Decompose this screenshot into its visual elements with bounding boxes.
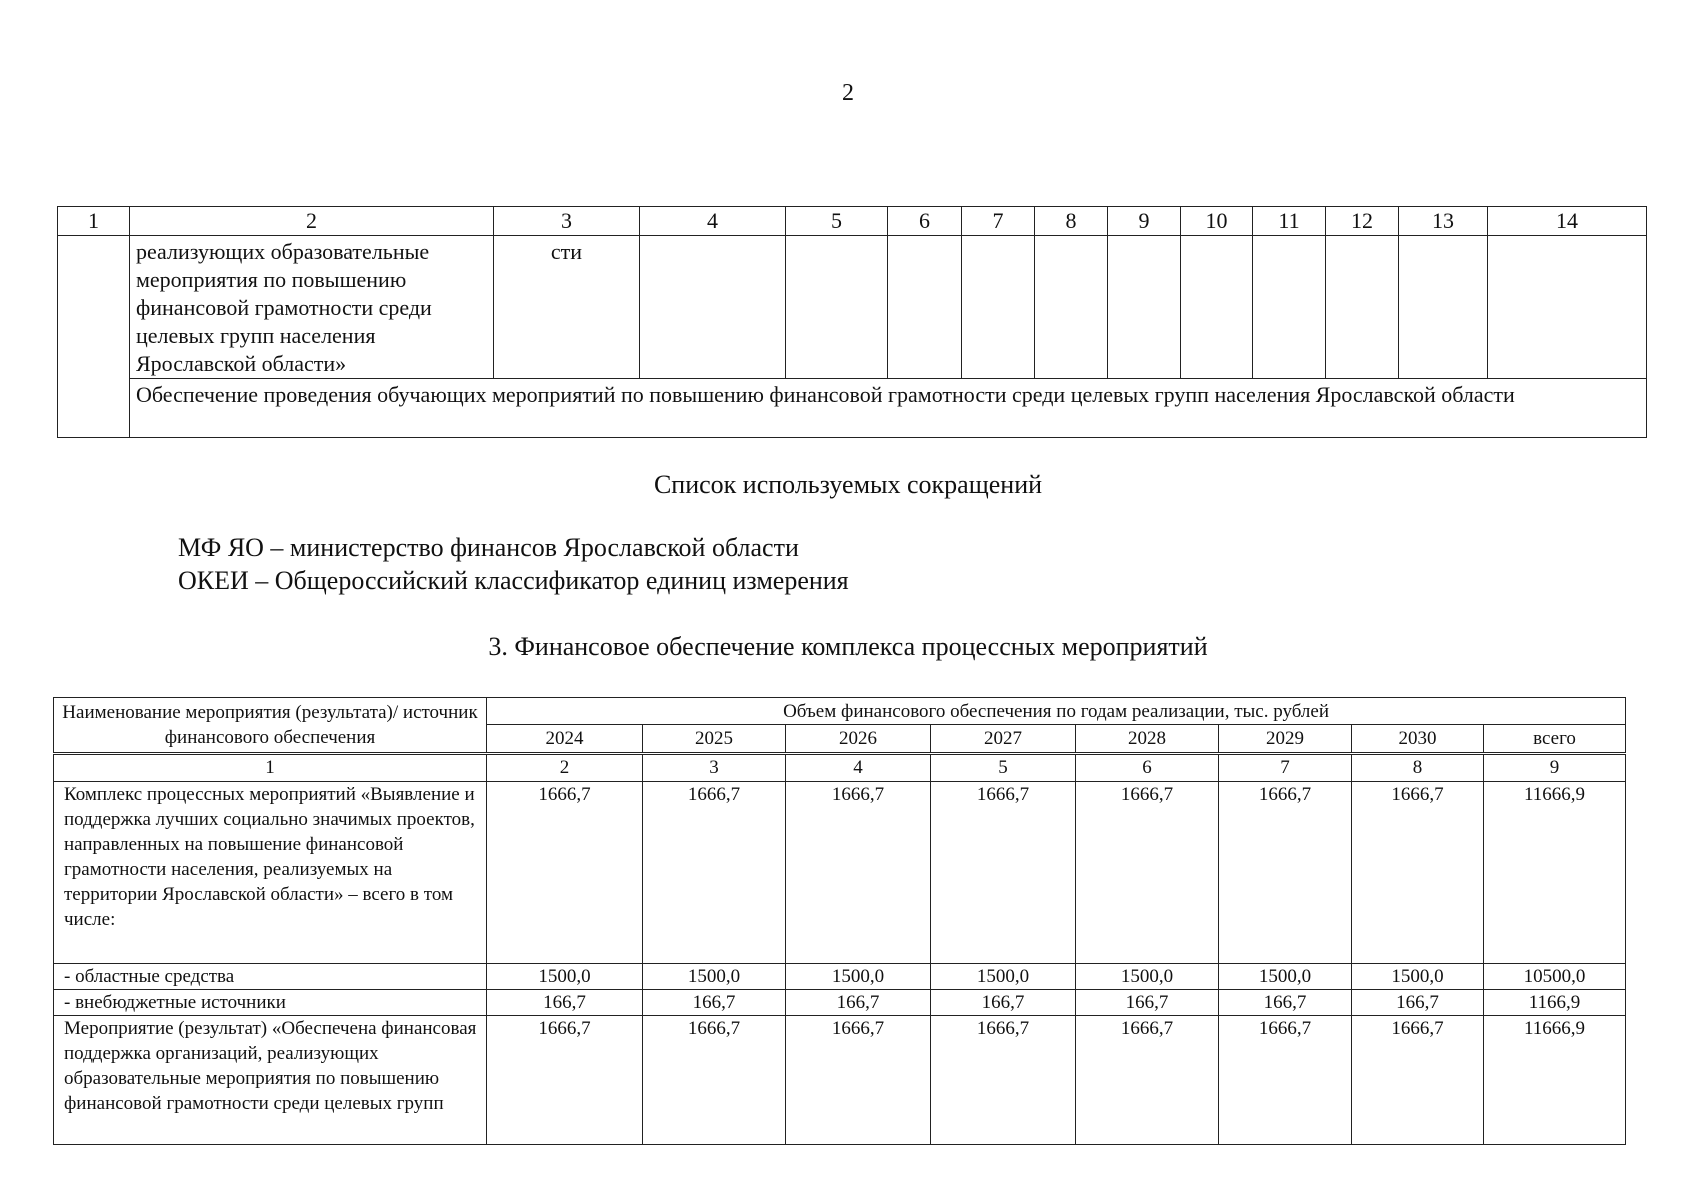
row-name: - внебюджетные источники bbox=[54, 990, 487, 1016]
year-header: всего bbox=[1484, 725, 1626, 754]
column-number: 1 bbox=[54, 754, 487, 782]
table-row bbox=[54, 1016, 1626, 1145]
value-cell: 166,7 bbox=[931, 990, 1076, 1016]
continuation-table bbox=[57, 206, 1647, 438]
column-number: 11 bbox=[1253, 207, 1326, 236]
value-cell: 166,7 bbox=[643, 990, 786, 1016]
row-text: реализующих образовательные мероприятия по повышению финансовой грамотности среди целевых групп населения Ярославской области» bbox=[130, 236, 494, 379]
value-cell: 11666,9 bbox=[1484, 1016, 1626, 1145]
value-cell: 1666,7 bbox=[643, 782, 786, 964]
column-number: 9 bbox=[1108, 207, 1181, 236]
table-cell bbox=[1326, 236, 1399, 379]
value-cell: 1500,0 bbox=[1219, 964, 1352, 990]
financing-table bbox=[53, 697, 1626, 1145]
year-header: 2026 bbox=[786, 725, 931, 754]
page-number: 2 bbox=[842, 80, 854, 106]
column-number: 12 bbox=[1326, 207, 1399, 236]
table-header-row bbox=[58, 207, 1647, 236]
value-cell: 1666,7 bbox=[1352, 1016, 1484, 1145]
value-cell: 1500,0 bbox=[931, 964, 1076, 990]
value-cell: 166,7 bbox=[1076, 990, 1219, 1016]
table-row bbox=[54, 782, 1626, 964]
table-cell bbox=[786, 236, 888, 379]
year-header: 2028 bbox=[1076, 725, 1219, 754]
table-cell bbox=[1399, 236, 1488, 379]
table-row bbox=[54, 990, 1626, 1016]
column-number: 5 bbox=[786, 207, 888, 236]
column-number: 1 bbox=[58, 207, 130, 236]
value-cell: 1500,0 bbox=[487, 964, 643, 990]
section-title: 3. Финансовое обеспечение комплекса процессных мероприятий bbox=[488, 632, 1208, 661]
abbreviations-title: Список используемых сокращений bbox=[653, 470, 1043, 499]
value-cell: 1666,7 bbox=[487, 1016, 643, 1145]
column-number: 7 bbox=[1219, 754, 1352, 782]
table-cell bbox=[1035, 236, 1108, 379]
value-cell: 1666,7 bbox=[1352, 782, 1484, 964]
column-number: 7 bbox=[962, 207, 1035, 236]
value-cell: 1666,7 bbox=[643, 1016, 786, 1145]
table-cell bbox=[962, 236, 1035, 379]
table-row bbox=[58, 379, 1647, 438]
table-cell bbox=[888, 236, 962, 379]
column-number: 10 bbox=[1181, 207, 1253, 236]
table-row bbox=[58, 236, 1647, 379]
value-cell: 166,7 bbox=[1219, 990, 1352, 1016]
table-header-row bbox=[54, 698, 1626, 725]
table-row bbox=[54, 964, 1626, 990]
column-number: 4 bbox=[786, 754, 931, 782]
column-number: 5 bbox=[931, 754, 1076, 782]
year-header: 2030 bbox=[1352, 725, 1484, 754]
value-cell: 1666,7 bbox=[487, 782, 643, 964]
table-cell bbox=[1181, 236, 1253, 379]
value-cell: 1500,0 bbox=[786, 964, 931, 990]
row-name: - областные средства bbox=[54, 964, 487, 990]
row-name: Комплекс процессных мероприятий «Выявление и поддержка лучших социально значимых проектов, направленных на повышение финансовой грамотности населения, реализуемых на территории Ярославской области» – всего в том числе: bbox=[54, 782, 487, 964]
value-cell: 1666,7 bbox=[786, 1016, 931, 1145]
merged-row-text: Обеспечение проведения обучающих мероприятий по повышению финансовой грамотности среди целевых групп населения Ярославской области bbox=[130, 379, 1647, 438]
year-header: 2025 bbox=[643, 725, 786, 754]
table-index-row bbox=[54, 754, 1626, 782]
value-cell: 1666,7 bbox=[931, 782, 1076, 964]
column-number: 2 bbox=[487, 754, 643, 782]
year-header: 2027 bbox=[931, 725, 1076, 754]
value-cell: 1666,7 bbox=[1076, 782, 1219, 964]
table-cell bbox=[1253, 236, 1326, 379]
value-cell: 1500,0 bbox=[643, 964, 786, 990]
header-name: Наименование мероприятия (результата)/ источник финансового обеспечения bbox=[54, 698, 487, 754]
column-number: 8 bbox=[1352, 754, 1484, 782]
table-cell bbox=[58, 236, 130, 438]
table-cell bbox=[1488, 236, 1647, 379]
value-cell: 11666,9 bbox=[1484, 782, 1626, 964]
value-cell: 166,7 bbox=[786, 990, 931, 1016]
header-volume: Объем финансового обеспечения по годам реализации, тыс. рублей bbox=[487, 698, 1626, 725]
value-cell: 1666,7 bbox=[1219, 782, 1352, 964]
year-header: 2029 bbox=[1219, 725, 1352, 754]
column-number: 9 bbox=[1484, 754, 1626, 782]
column-number: 8 bbox=[1035, 207, 1108, 236]
value-cell: 10500,0 bbox=[1484, 964, 1626, 990]
table-cell bbox=[1108, 236, 1181, 379]
column-number: 2 bbox=[130, 207, 494, 236]
column-number: 6 bbox=[1076, 754, 1219, 782]
value-cell: 1666,7 bbox=[1076, 1016, 1219, 1145]
value-cell: 1500,0 bbox=[1352, 964, 1484, 990]
row-name: Мероприятие (результат) «Обеспечена финансовая поддержка организаций, реализующих образовательные мероприятия по повышению финансовой грамотности среди целевых групп bbox=[54, 1016, 487, 1145]
value-cell: 166,7 bbox=[1352, 990, 1484, 1016]
value-cell: 166,7 bbox=[487, 990, 643, 1016]
value-cell: 1666,7 bbox=[931, 1016, 1076, 1145]
year-header: 2024 bbox=[487, 725, 643, 754]
column-number: 3 bbox=[494, 207, 640, 236]
column-number: 4 bbox=[640, 207, 786, 236]
abbreviation-item: МФ ЯО – министерство финансов Ярославской области bbox=[178, 533, 799, 562]
value-cell: 1166,9 bbox=[1484, 990, 1626, 1016]
value-cell: 1666,7 bbox=[786, 782, 931, 964]
table-cell bbox=[640, 236, 786, 379]
column-number: 13 bbox=[1399, 207, 1488, 236]
column-number: 3 bbox=[643, 754, 786, 782]
row-col3-text: сти bbox=[494, 236, 640, 379]
column-number: 6 bbox=[888, 207, 962, 236]
value-cell: 1500,0 bbox=[1076, 964, 1219, 990]
column-number: 14 bbox=[1488, 207, 1647, 236]
value-cell: 1666,7 bbox=[1219, 1016, 1352, 1145]
abbreviation-item: ОКЕИ – Общероссийский классификатор единиц измерения bbox=[178, 566, 849, 595]
